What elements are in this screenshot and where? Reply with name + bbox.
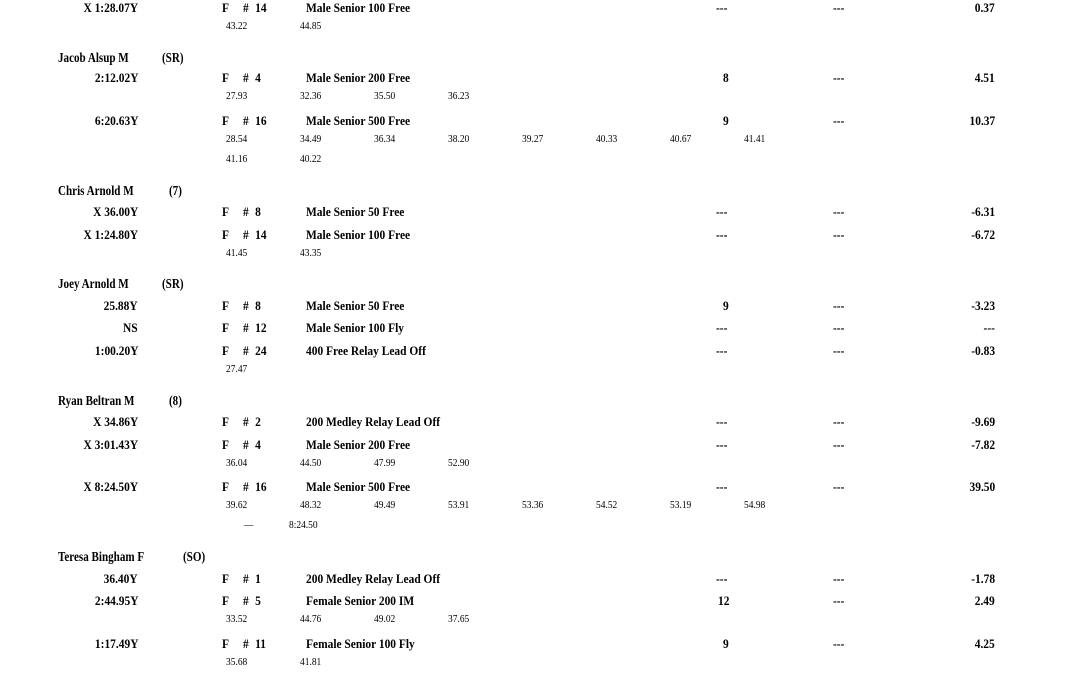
points-value: --- bbox=[833, 320, 845, 335]
split-time: 38.20 bbox=[448, 134, 470, 145]
time-difference: -3.23 bbox=[971, 298, 995, 313]
split-time: 28.54 bbox=[226, 134, 248, 145]
place-value: --- bbox=[716, 227, 728, 242]
round-code: F bbox=[222, 571, 229, 586]
swimmer-class: (8) bbox=[168, 393, 182, 408]
time-difference: -6.72 bbox=[971, 227, 995, 242]
entry-time: X 1:24.80Y bbox=[83, 227, 138, 242]
event-name: Male Senior 100 Free bbox=[306, 0, 411, 15]
round-code: F bbox=[222, 0, 229, 15]
entry-time: 2:12.02Y bbox=[94, 70, 138, 85]
time-difference: 39.50 bbox=[969, 479, 995, 494]
round-code: F bbox=[222, 320, 229, 335]
split-time: 49.49 bbox=[374, 500, 396, 511]
split-time: 35.50 bbox=[374, 91, 396, 102]
event-name: Female Senior 100 Fly bbox=[306, 636, 415, 651]
split-time: 53.36 bbox=[522, 500, 544, 511]
place-value: --- bbox=[716, 414, 728, 429]
entry-time: X 3:01.43Y bbox=[83, 437, 138, 452]
points-value: --- bbox=[833, 0, 845, 15]
entry-time: 1:17.49Y bbox=[94, 636, 138, 651]
split-time: 41.16 bbox=[226, 154, 248, 165]
place-value: 9 bbox=[723, 113, 729, 128]
event-name: 200 Medley Relay Lead Off bbox=[306, 414, 441, 429]
split-time: 36.34 bbox=[374, 134, 396, 145]
split-time: 32.36 bbox=[300, 91, 322, 102]
event-name: Male Senior 100 Fly bbox=[306, 320, 404, 335]
split-time: 44.76 bbox=[300, 614, 322, 625]
points-value: --- bbox=[833, 414, 845, 429]
round-code: F bbox=[222, 593, 229, 608]
split-time: 27.93 bbox=[226, 91, 248, 102]
time-difference: -6.31 bbox=[971, 204, 995, 219]
split-time: 53.19 bbox=[670, 500, 692, 511]
place-value: 12 bbox=[718, 593, 730, 608]
round-code: F bbox=[222, 414, 229, 429]
event-number: # 24 bbox=[243, 343, 267, 358]
split-time: 39.62 bbox=[226, 500, 248, 511]
event-name: Male Senior 50 Free bbox=[306, 204, 405, 219]
split-time: 41.45 bbox=[226, 248, 248, 259]
event-number: # 4 bbox=[243, 437, 261, 452]
points-value: --- bbox=[833, 298, 845, 313]
split-time: 49.02 bbox=[374, 614, 396, 625]
split-time: 36.04 bbox=[226, 458, 248, 469]
round-code: F bbox=[222, 227, 229, 242]
event-number: # 4 bbox=[243, 70, 261, 85]
points-value: --- bbox=[833, 113, 845, 128]
place-value: 9 bbox=[723, 298, 729, 313]
place-value: --- bbox=[716, 320, 728, 335]
split-time: 35.68 bbox=[226, 657, 248, 668]
split-time: 40.67 bbox=[670, 134, 692, 145]
split-time: 54.98 bbox=[744, 500, 766, 511]
entry-time: 6:20.63Y bbox=[94, 113, 138, 128]
event-name: Male Senior 500 Free bbox=[306, 113, 411, 128]
split-time: 27.47 bbox=[226, 364, 248, 375]
event-name: Male Senior 200 Free bbox=[306, 70, 411, 85]
split-time: 41.41 bbox=[744, 134, 766, 145]
event-number: # 11 bbox=[243, 636, 266, 651]
entry-time: X 36.00Y bbox=[92, 204, 138, 219]
entry-time: 36.40Y bbox=[103, 571, 138, 586]
swimmer-name: Joey Arnold M bbox=[58, 276, 129, 291]
round-code: F bbox=[222, 113, 229, 128]
split-time: 48.32 bbox=[300, 500, 322, 511]
event-number: # 14 bbox=[243, 227, 267, 242]
round-code: F bbox=[222, 343, 229, 358]
split-time: 53.91 bbox=[448, 500, 470, 511]
entry-time: X 1:28.07Y bbox=[83, 0, 138, 15]
split-time: 43.22 bbox=[226, 21, 248, 32]
swimmer-class: (7) bbox=[168, 183, 182, 198]
entry-time: NS bbox=[123, 320, 138, 335]
swimmer-class: (SR) bbox=[161, 276, 184, 291]
split-time: 8:24.50 bbox=[289, 520, 318, 531]
time-difference: 0.37 bbox=[974, 0, 995, 15]
event-name: Male Senior 500 Free bbox=[306, 479, 411, 494]
points-value: --- bbox=[833, 593, 845, 608]
points-value: --- bbox=[833, 571, 845, 586]
place-value: --- bbox=[716, 343, 728, 358]
split-time: — bbox=[244, 520, 254, 531]
points-value: --- bbox=[833, 636, 845, 651]
place-value: 8 bbox=[723, 70, 729, 85]
time-difference: 10.37 bbox=[969, 113, 995, 128]
split-time: 33.52 bbox=[226, 614, 248, 625]
split-time: 44.50 bbox=[300, 458, 322, 469]
swimmer-name: Jacob Alsup M bbox=[58, 50, 129, 65]
round-code: F bbox=[222, 298, 229, 313]
place-value: --- bbox=[716, 437, 728, 452]
time-difference: -9.69 bbox=[971, 414, 995, 429]
entry-time: 25.88Y bbox=[103, 298, 138, 313]
event-number: # 14 bbox=[243, 0, 267, 15]
split-time: 52.90 bbox=[448, 458, 470, 469]
event-number: # 12 bbox=[243, 320, 267, 335]
split-time: 39.27 bbox=[522, 134, 544, 145]
split-time: 37.65 bbox=[448, 614, 470, 625]
split-time: 40.33 bbox=[596, 134, 618, 145]
place-value: --- bbox=[716, 571, 728, 586]
event-number: # 2 bbox=[243, 414, 261, 429]
round-code: F bbox=[222, 204, 229, 219]
time-difference: -0.83 bbox=[971, 343, 995, 358]
swimmer-name: Ryan Beltran M bbox=[58, 393, 135, 408]
event-name: Male Senior 200 Free bbox=[306, 437, 411, 452]
event-name: 200 Medley Relay Lead Off bbox=[306, 571, 441, 586]
event-name: Male Senior 100 Free bbox=[306, 227, 411, 242]
place-value: --- bbox=[716, 0, 728, 15]
time-difference: --- bbox=[983, 320, 995, 335]
event-number: # 16 bbox=[243, 479, 267, 494]
swimmer-name: Chris Arnold M bbox=[58, 183, 134, 198]
split-time: 36.23 bbox=[448, 91, 470, 102]
split-time: 40.22 bbox=[300, 154, 322, 165]
points-value: --- bbox=[833, 227, 845, 242]
event-number: # 5 bbox=[243, 593, 261, 608]
swimmer-name: Teresa Bingham F bbox=[58, 549, 145, 564]
event-name: Male Senior 50 Free bbox=[306, 298, 405, 313]
points-value: --- bbox=[833, 479, 845, 494]
event-number: # 1 bbox=[243, 571, 261, 586]
event-name: 400 Free Relay Lead Off bbox=[306, 343, 426, 358]
time-difference: 4.51 bbox=[974, 70, 995, 85]
split-time: 41.81 bbox=[300, 657, 322, 668]
points-value: --- bbox=[833, 343, 845, 358]
round-code: F bbox=[222, 636, 229, 651]
event-name: Female Senior 200 IM bbox=[306, 593, 415, 608]
round-code: F bbox=[222, 479, 229, 494]
time-difference: 2.49 bbox=[974, 593, 995, 608]
split-time: 47.99 bbox=[374, 458, 396, 469]
round-code: F bbox=[222, 70, 229, 85]
time-difference: 4.25 bbox=[974, 636, 995, 651]
round-code: F bbox=[222, 437, 229, 452]
points-value: --- bbox=[833, 204, 845, 219]
split-time: 44.85 bbox=[300, 21, 322, 32]
place-value: --- bbox=[716, 204, 728, 219]
entry-time: X 8:24.50Y bbox=[83, 479, 138, 494]
split-time: 34.49 bbox=[300, 134, 322, 145]
time-difference: -1.78 bbox=[971, 571, 995, 586]
event-number: # 8 bbox=[243, 298, 261, 313]
entry-time: X 34.86Y bbox=[92, 414, 138, 429]
split-time: 43.35 bbox=[300, 248, 322, 259]
place-value: 9 bbox=[723, 636, 729, 651]
time-difference: -7.82 bbox=[971, 437, 995, 452]
split-time: 54.52 bbox=[596, 500, 618, 511]
swimmer-class: (SR) bbox=[161, 50, 184, 65]
points-value: --- bbox=[833, 70, 845, 85]
place-value: --- bbox=[716, 479, 728, 494]
points-value: --- bbox=[833, 437, 845, 452]
event-number: # 16 bbox=[243, 113, 267, 128]
entry-time: 2:44.95Y bbox=[94, 593, 138, 608]
swimmer-class: (SO) bbox=[183, 549, 206, 564]
event-number: # 8 bbox=[243, 204, 261, 219]
entry-time: 1:00.20Y bbox=[94, 343, 138, 358]
